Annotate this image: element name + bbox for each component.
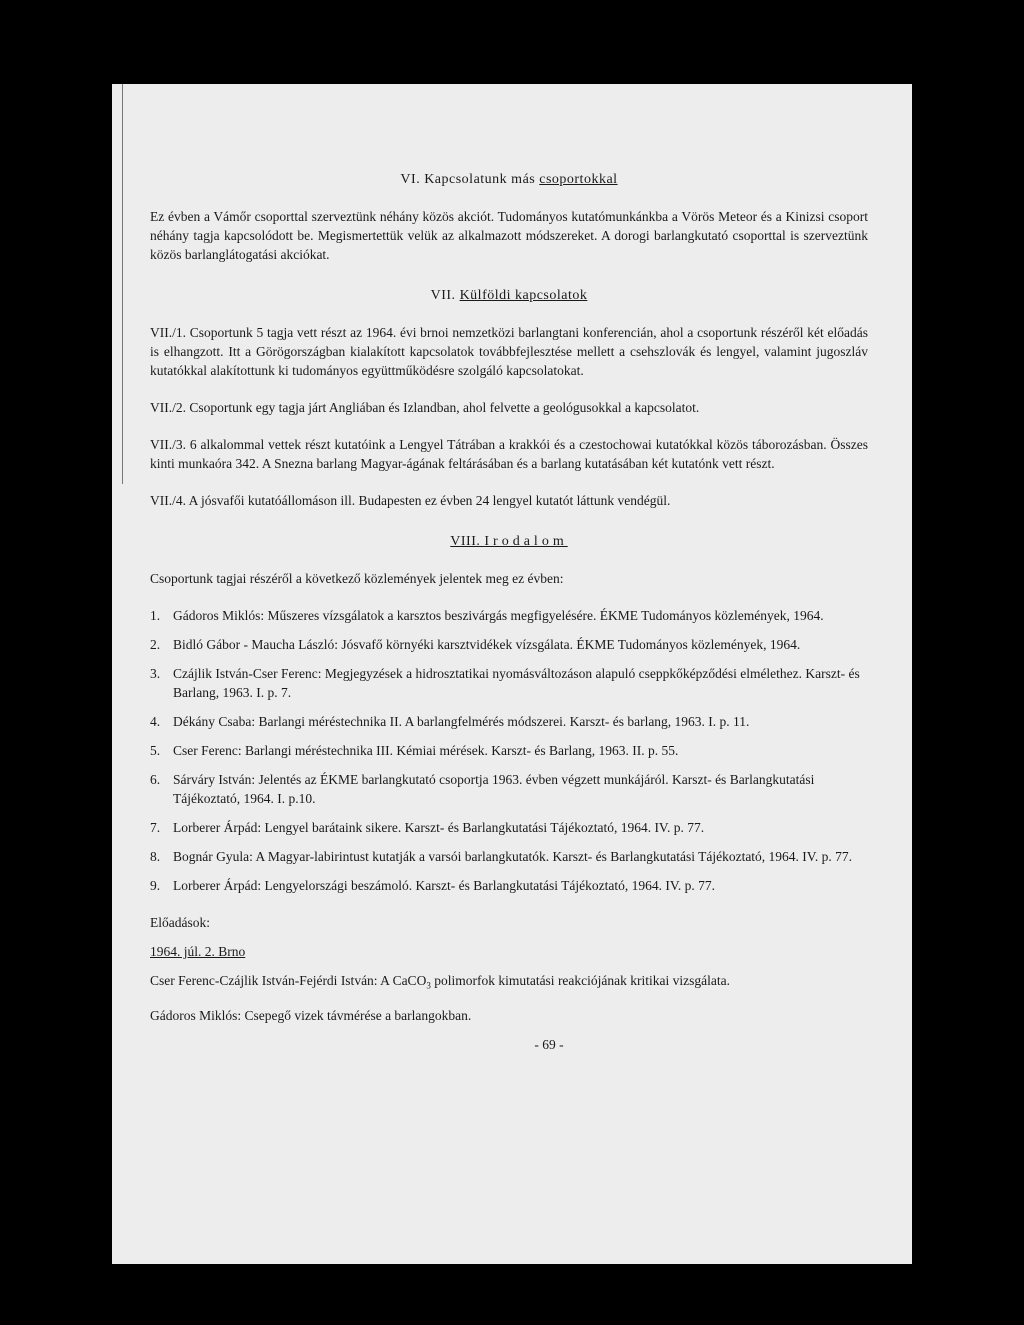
reference-number: 5. [150,743,161,758]
reference-number: 9. [150,878,161,893]
reference-item [150,664,868,702]
reference-text: Gádoros Miklós: Műszeres vízsgálatok a karsztos beszivárgás megfigyelésére. ÉKME Tudományos közlemények, 1964. [173,608,824,623]
lectures-date-text: 1964. júl. 2. Brno [150,944,246,959]
reference-text: Dékány Csaba: Barlangi méréstechnika II. A barlangfelmérés módszerei. Karszt- és barlang, 1963. I. p. 11. [173,714,750,729]
section-vii-heading [150,286,868,305]
reference-text: Cser Ferenc: Barlangi méréstechnika III. Kémiai mérések. Karszt- és Barlang, 1963. II. p. 55. [173,743,679,758]
lecture-item-1 [150,971,868,996]
section-viii-intro: Csoportunk tagjai részéről a következő közlemények jelentek meg ez évben: [150,571,564,586]
reference-item [150,606,868,625]
section-viii-heading-underlined: Irodalom [484,534,568,549]
reference-number: 2. [150,637,161,652]
page-number: - 69 - [534,1036,564,1052]
section-vii-item-4: VII./4. A jósvafői kutatóállomáson ill. Budapesten ez évben 24 lengyel kutatót láttunk vendégül. [150,493,671,508]
section-vii-item-3: VII./3. 6 alkalommal vettek részt kutatóink a Lengyel Tátrában a krakkói és a czestochowai kutatókkal közös táborozásban. Összes kinti munkaóra 342. A Snezna barlang Magyar-ágának feltárásában és a barlang kutatásában két kutatónk vett részt. [150,437,868,471]
reference-number: 6. [150,772,161,787]
section-vi-heading [150,170,868,189]
lecture-item-1-after: polimorfok kimutatási reakciójának kritikai vizsgálata. [430,973,730,988]
section-vii-item-1: VII./1. Csoportunk 5 tagja vett részt az 1964. évi brnoi nemzetközi barlangtani konferencián, ahol a csoportunk részéről két előadás is elhangzott. Itt a Görögországban kialakított kapcsolatok továbbfejlesztése mellett a csehszlovák és lengyel, valamint jugoszláv kutatókkal alakítottunk ki tudományos együttműködésre szolgáló kapcsolatokat. [150,325,868,378]
section-vii-heading-prefix: VII. [430,288,460,303]
section-viii-heading-prefix: VIII. [450,534,485,549]
lectures-date [150,942,868,961]
scan-margin-line [122,84,123,484]
reference-text: Lorberer Árpád: Lengyelországi beszámoló. Karszt- és Barlangkutatási Tájékoztató, 1964. IV. p. 77. [173,878,715,893]
reference-text: Bognár Gyula: A Magyar-labirintust kutatják a varsói barlangkutatók. Karszt- és Barlangkutatási Tájékoztató, 1964. IV. p. 77. [173,849,852,864]
reference-item [150,741,868,760]
lecture-item-2: Gádoros Miklós: Csepegő vizek távmérése a barlangokban. [150,1007,472,1023]
section-vi-paragraph: Ez évben a Vámőr csoporttal szerveztünk néhány közös akciót. Tudományos kutatómunkánkba a Vörös Meteor és a Kinizsi csoport néhány tagja kapcsolódott be. Megismertettük velük az alkalmazott módszereket. A dorogi barlangkutató csoporttal is szerveztünk közös barlanglátogatási akciókat. [150,209,868,262]
lecture-item-1-subscript: 3 [426,980,431,991]
reference-number: 8. [150,849,161,864]
reference-text: Czájlik István-Cser Ferenc: Megjegyzések a hidrosztatikai nyomásváltozáson alapuló cseppkőképződési elmélethez. Karszt- és Barlang, 1963. I. p. 7. [173,666,860,700]
section-vii-heading-underlined: Külföldi kapcsolatok [459,288,588,303]
section-vi-heading-prefix: VI. Kapcsolatunk más [400,172,540,187]
reference-item [150,818,868,837]
reference-text: Lorberer Árpád: Lengyel barátaink sikere. Karszt- és Barlangkutatási Tájékoztató, 1964. IV. p. 77. [173,820,705,835]
section-viii-heading [150,532,868,551]
reference-item [150,876,868,895]
reference-item [150,712,868,731]
reference-item [150,770,868,808]
reference-number: 3. [150,666,161,681]
reference-number: 1. [150,608,161,623]
reference-number: 4. [150,714,161,729]
section-vii-item-2: VII./2. Csoportunk egy tagja járt Angliában és Izlandban, ahol felvette a geológusokkal a kapcsolatot. [150,400,700,415]
reference-number: 7. [150,820,161,835]
reference-item [150,635,868,654]
reference-item [150,847,868,866]
reference-text: Bidló Gábor - Maucha László: Jósvafő környéki karsztvidékek vízsgálata. ÉKME Tudományos közlemények, 1964. [173,637,801,652]
reference-text: Sárváry István: Jelentés az ÉKME barlangkutató csoportja 1963. évben végzett munkájáról. Karszt- és Barlangkutatási Tájékoztató, 1964. I. p.10. [173,772,815,806]
section-vi-heading-underlined: csoportokkal [539,172,618,187]
lecture-item-1-before: Cser Ferenc-Czájlik István-Fejérdi István: A CaCO [150,973,427,988]
lectures-label: Előadások: [150,915,210,930]
document-content [150,170,868,1054]
